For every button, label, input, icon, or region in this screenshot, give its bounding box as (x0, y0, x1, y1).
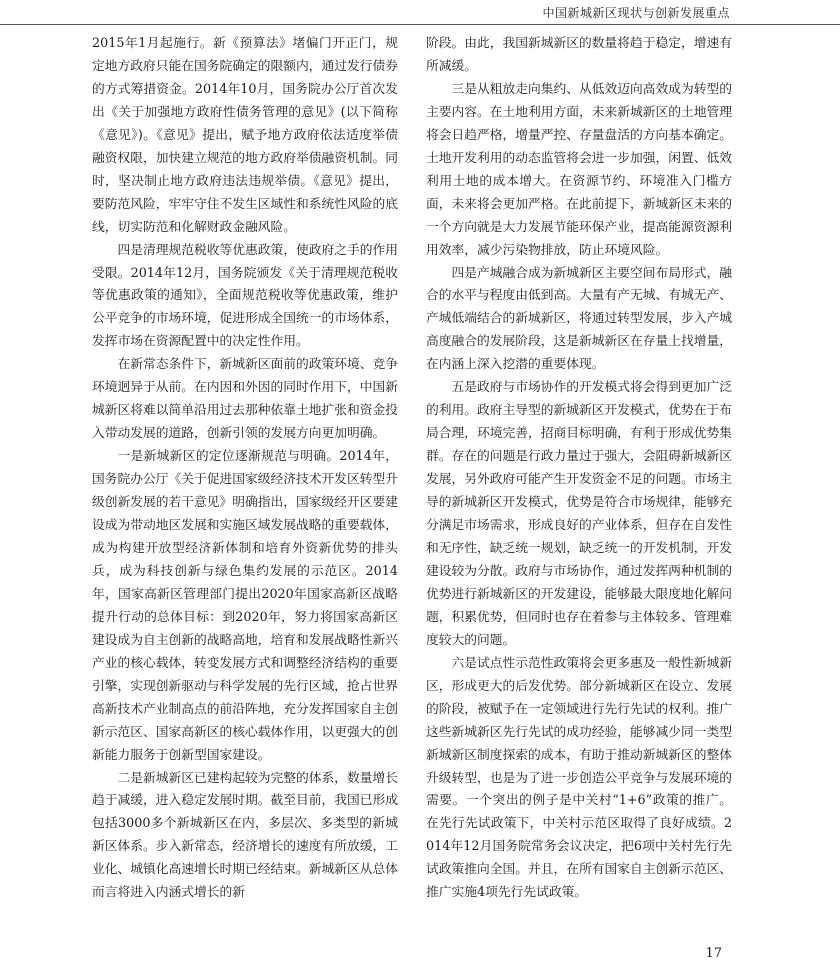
paragraph: 五是政府与市场协作的开发模式将会得到更加广泛的利用。政府主导型的新城新区开发模式，优势在于布局合理，环境完善，招商目标明确，有利于形成优势集群。存在的问题是行政力量过于强大，会阻碍新城新区发展，另外政府可能产生开发资金不足的问题。市场主导的新城新区开发模式，优势是符合市场规律，能够充分满足市场需求，形成良好的产业体系，但存在自发性和无序性，缺乏统一规划，缺乏统一的开发机制，开发建设较为分散。政府与市场协作，通过发挥两种机制的优势进行新城新区的开发建设，能够最大限度地化解问题，积累优势，但同时也存在着参与主体较多、管理难度较大的问题。 (426, 380, 732, 648)
paragraph: 阶段。由此，我国新城新区的数量将趋于稳定，增速有所减缓。 (426, 36, 732, 74)
paragraph: 在新常态条件下，新城新区面前的政策环境、竞争环境迥异于从前。在内因和外因的同时作用下，中国新城新区将难以简单沿用过去那种依靠土地扩张和资金投入带动发展的道路，创新引领的发展方向更加明确。 (92, 357, 398, 442)
article-body (92, 33, 732, 933)
paragraph: 二是新城新区已建构起较为完整的体系，数量增长趋于减缓，进入稳定发展时期。截至目前，我国已形成包括3000多个新城新区在内，多层次、多类型的新城新区体系。步入新常态，经济增长的速度有所放缓，工业化、城镇化高速增长时期已经结束。新城新区从总体而言将进入内涵式增长的新 (92, 770, 398, 901)
paragraph: 六是试点性示范性政策将会更多惠及一般性新城新区，形成更大的后发优势。部分新城新区在设立、发展的阶段，被赋予在一定领域进行先行先试的权利。推广这些新城新区先行先试的成功经验，能够减少同一类型新城新区制度探索的成本，有助于推动新城新区的整体升级转型，也是为了进一步创造公平竞争与发展环境的需要。一个突出的例子是中关村“1+6”政策的推广。在先行先试政策下，中关村示范区取得了良好成绩。2014年12月国务院常务会议决定，把6项中关村先行先试政策推向全国。并且，在所有国家自主创新示范区、推广实施4项先行先试政策。 (426, 655, 732, 901)
running-title: 中国新城新区现状与创新发展重点 (542, 6, 730, 20)
running-header (0, 0, 840, 25)
left-column (92, 33, 398, 933)
right-column (426, 33, 732, 933)
paragraph: 2015年1月起施行。新《预算法》堵偏门开正门，规定地方政府只能在国务院确定的限额内，通过发行债券的方式筹措资金。2014年10月，国务院办公厅首次发出《关于加强地方政府性债务管理的意见》(以下简称《意见》)。《意见》提出，赋予地方政府依法适度举债融资权限，加快建立规范的地方政府举债融资机制。同时，坚决制止地方政府违法违规举债。《意见》提出，要防范风险，牢牢守住不发生区域性和系统性风险的底线，切实防范和化解财政金融风险。 (92, 36, 398, 235)
paragraph: 四是产城融合成为新城新区主要空间布局形式，融合的水平与程度由低到高。大量有产无城、有城无产、产城低端结合的新城新区，将通过转型发展，步入产城高度融合的发展阶段，这是新城新区在存量上找增量，在内涵上深入挖潜的重要体现。 (426, 265, 732, 373)
paragraph: 三是从粗放走向集约、从低效迈向高效成为转型的主要内容。在土地利用方面，未来新城新区的土地管理将会日趋严格，增量严控、存量盘活的方向基本确定。土地开发利用的动态监管将会进一步加强，闲置、低效利用土地的成本增大。在资源节约、环境准入门槛方面，未来将会更加严格。在此前提下，新城新区未来的一个方向就是大力发展节能环保产业，提高能源资源利用效率，减少污染物排放，防止环境风险。 (426, 81, 732, 258)
paragraph: 四是清理规范税收等优惠政策，使政府之手的作用受限。2014年12月，国务院颁发《关于清理规范税收等优惠政策的通知》，全面规范税收等优惠政策，维护公平竞争的市场环境，促进形成全国统一的市场体系，发挥市场在资源配置中的决定性作用。 (92, 242, 398, 350)
page-number: 17 (705, 946, 722, 961)
paragraph: 一是新城新区的定位逐渐规范与明确。2014年，国务院办公厅《关于促进国家级经济技术开发区转型升级创新发展的若干意见》明确指出，国家级经开区要建设成为带动地区发展和实施区域发展战略的重要载体，成为构建开放型经济新体制和培育外资新优势的排头兵，成为科技创新与绿色集约发展的示范区。2014年，国家高新区管理部门提出2020年国家高新区战略提升行动的总体目标：到2020年，努力将国家高新区建设成为自主创新的战略高地，培育和发展战略性新兴产业的核心载体，转变发展方式和调整经济结构的重要引擎，实现创新驱动与科学发展的先行区域，抢占世界高新技术产业制高点的前沿阵地，充分发挥国家自主创新示范区、国家高新区的核心载体作用，以更强大的创新能力服务于创新型国家建设。 (92, 449, 398, 763)
